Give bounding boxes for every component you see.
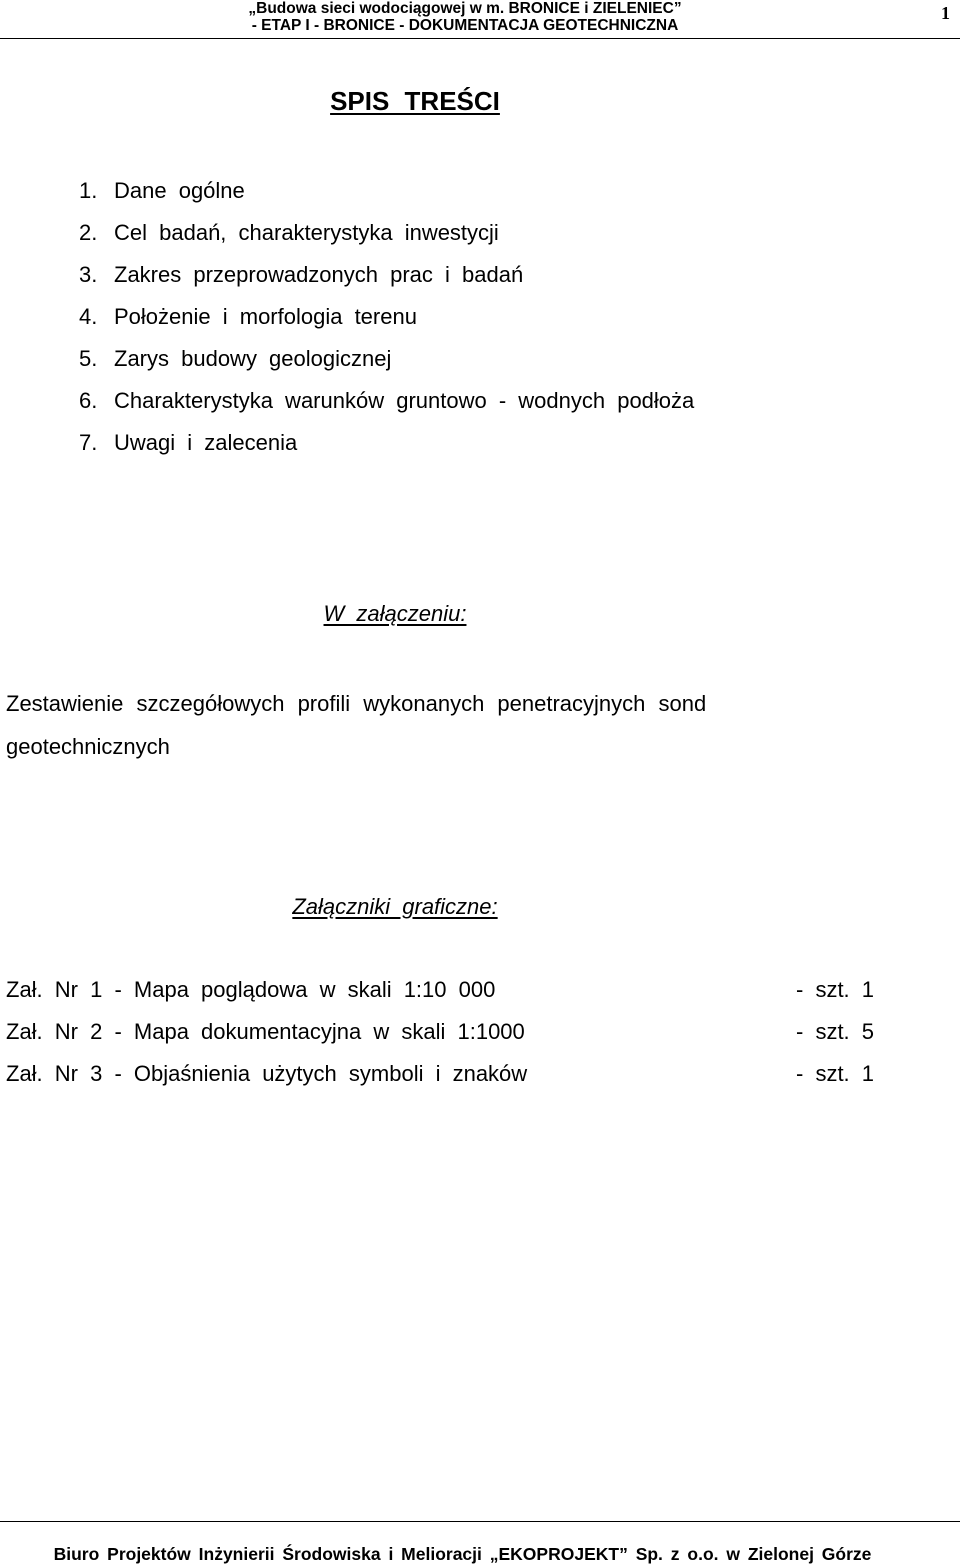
toc-item: [79, 178, 694, 220]
toc-item-label: Charakterystyka warunków gruntowo - wodnych podłoża: [114, 388, 695, 413]
graphic-attachment-row: [6, 1019, 906, 1061]
graphic-attachment-description: Zał. Nr 2 - Mapa dokumentacyjna w skali 1:1000: [6, 1019, 525, 1044]
page-footer: Biuro Projektów Inżynierii Środowiska i Melioracji „EKOPROJEKT” Sp. z o.o. w Zielonej Górze: [53, 1544, 872, 1564]
toc-item: [79, 304, 694, 346]
page-title: SPIS TREŚCI: [330, 86, 500, 116]
toc-item-number: 1.: [79, 178, 98, 203]
toc-item-label: Położenie i morfologia terenu: [114, 304, 417, 329]
header-project-title: „Budowa sieci wodociągowej w m. BRONICE i ZIELENIEC”: [248, 0, 682, 17]
toc-item-number: 2.: [79, 220, 98, 245]
toc-item-label: Uwagi i zalecenia: [114, 430, 298, 455]
toc-item: [79, 346, 694, 388]
header-document-subtitle: - ETAP I - BRONICE - DOKUMENTACJA GEOTECHNICZNA: [251, 17, 679, 34]
attachments-heading: W załączeniu:: [323, 601, 467, 626]
graphic-attachment-description: Zał. Nr 3 - Objaśnienia użytych symboli i znaków: [6, 1061, 528, 1086]
toc-item: [79, 388, 694, 430]
page-number: 1: [941, 3, 950, 23]
graphic-attachment-quantity: - szt. 1: [796, 977, 875, 1002]
toc-item-number: 3.: [79, 262, 98, 287]
toc-item: [79, 220, 694, 262]
toc-item-label: Zakres przeprowadzonych prac i badań: [114, 262, 524, 287]
toc-item-number: 6.: [79, 388, 98, 413]
graphic-attachments-list: [6, 977, 906, 1103]
toc-item-number: 5.: [79, 346, 98, 371]
graphic-attachment-quantity: - szt. 5: [796, 1019, 875, 1044]
graphic-attachment-row: [6, 1061, 906, 1103]
table-of-contents: [79, 178, 694, 472]
toc-item: [79, 262, 694, 304]
graphic-attachments-heading: Załączniki graficzne:: [292, 894, 498, 919]
attachments-text: Zestawienie szczegółowych profili wykonanych penetracyjnych sond geotechnicznych: [6, 691, 707, 759]
toc-item-label: Zarys budowy geologicznej: [114, 346, 392, 371]
graphic-attachment-quantity: - szt. 1: [796, 1061, 875, 1086]
toc-item-number: 4.: [79, 304, 98, 329]
footer-divider: [0, 1521, 960, 1522]
graphic-attachment-row: [6, 977, 906, 1019]
toc-item-label: Cel badań, charakterystyka inwestycji: [114, 220, 499, 245]
toc-item-label: Dane ogólne: [114, 178, 245, 203]
toc-item: [79, 430, 694, 472]
toc-item-number: 7.: [79, 430, 98, 455]
header-divider: [0, 38, 960, 39]
page-header: [0, 0, 960, 40]
graphic-attachment-description: Zał. Nr 1 - Mapa poglądowa w skali 1:10 000: [6, 977, 496, 1002]
